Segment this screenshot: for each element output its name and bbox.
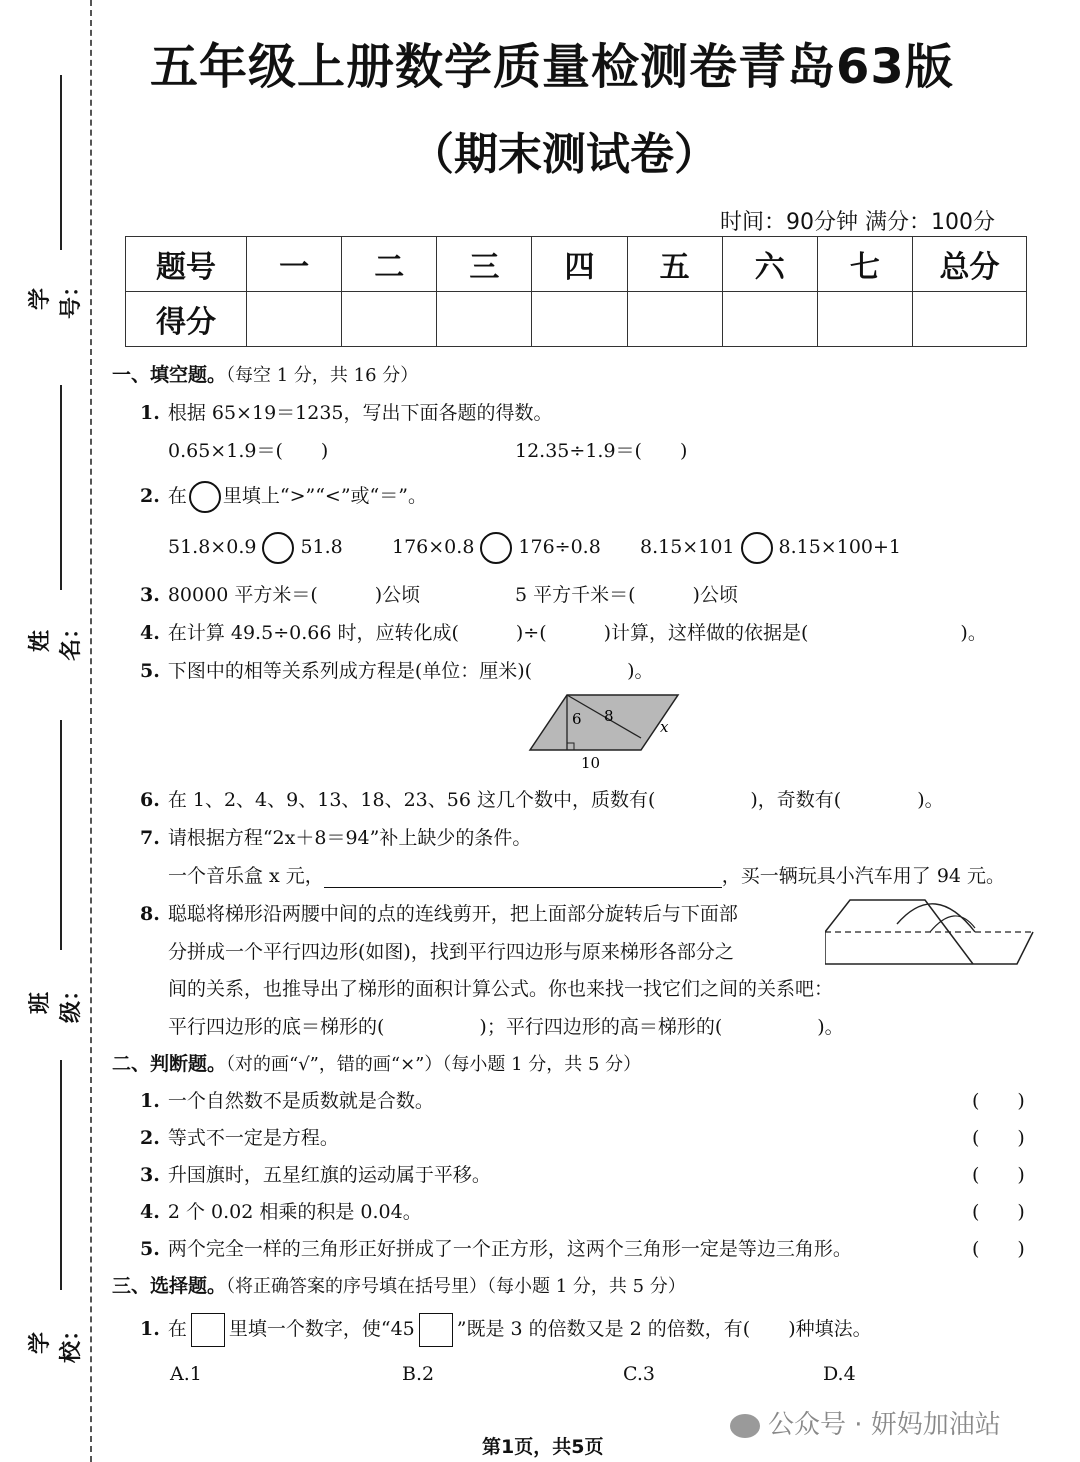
score-cell[interactable]	[532, 292, 627, 347]
q1-2-compare-3	[640, 532, 901, 564]
q1-7-fill	[168, 861, 1005, 888]
exam-time-info: 时间：90分钟 满分：100分	[720, 210, 995, 235]
q-text: 下图中的相等关系列成方程是(单位：厘米)( )。	[167, 660, 654, 682]
school-label: 学校：	[27, 1318, 84, 1363]
q-text: 在 1、2、4、9、13、18、23、56 这几个数中，质数有( )，奇数有( )。	[167, 789, 944, 811]
q1-2-compare-2	[392, 532, 601, 564]
option-c[interactable]: C.3	[623, 1363, 655, 1385]
q-text: 根据 65×19＝1235，写出下面各题的得数。	[167, 402, 553, 424]
score-header-cell: 四	[532, 237, 627, 292]
q-text: 在	[167, 1318, 187, 1340]
q-number: 1.	[140, 1090, 160, 1112]
score-header-cell: 一	[247, 237, 342, 292]
q1-1	[140, 398, 553, 425]
page-number: 第1页，共5页	[482, 1436, 604, 1458]
q-text: 里填上“>”“<”或“＝”。	[222, 485, 427, 507]
answer-paren[interactable]: ( )	[972, 1238, 1025, 1260]
q3-1	[140, 1313, 872, 1347]
section2-note: （对的画“√”，错的画“×”）（每小题 1 分，共 5 分）	[226, 1054, 642, 1075]
school-line	[60, 1060, 62, 1290]
score-cell[interactable]	[627, 292, 722, 347]
option-a[interactable]: A.1	[170, 1363, 202, 1385]
digit-box[interactable]	[419, 1313, 453, 1347]
fig-x-label: x	[660, 718, 669, 736]
score-header-cell: 五	[627, 237, 722, 292]
q-number: 6.	[140, 789, 160, 811]
score-header-cell: 三	[437, 237, 532, 292]
section1-note: （每空 1 分，共 16 分）	[226, 365, 419, 386]
score-cell[interactable]	[437, 292, 532, 347]
compare-circle-icon	[189, 481, 221, 513]
score-cell[interactable]	[342, 292, 437, 347]
student-id-label: 学号：	[27, 274, 84, 319]
section1-heading	[112, 360, 418, 387]
option-d[interactable]: D.4	[823, 1363, 856, 1385]
q1-8-line2: 分拼成一个平行四边形(如图)，找到平行四边形与原来梯形各部分之	[168, 941, 734, 963]
score-cell[interactable]	[247, 292, 342, 347]
q-text: 一个自然数不是质数就是合数。	[167, 1090, 434, 1112]
q-number: 4.	[140, 1201, 160, 1223]
score-cell[interactable]	[722, 292, 817, 347]
q-text: 一个音乐盒 x 元，	[168, 865, 324, 887]
compare-left: 176×0.8	[392, 536, 475, 558]
q-text: 聪聪将梯形沿两腰中间的点的连线剪开，把上面部分旋转后与下面部	[167, 903, 738, 925]
digit-box[interactable]	[191, 1313, 225, 1347]
judge-item	[140, 1086, 434, 1113]
binding-dashed-line	[90, 0, 92, 1462]
q-text: 请根据方程“2x＋8＝94”补上缺少的条件。	[167, 827, 532, 849]
fig-height-label: 6	[572, 710, 582, 728]
q-number: 7.	[140, 827, 160, 849]
fig-base-label: 10	[581, 754, 601, 772]
q1-8-line4: 平行四边形的底＝梯形的( )；平行四边形的高＝梯形的( )。	[168, 1016, 844, 1038]
score-header-cell: 七	[817, 237, 912, 292]
q1-2	[140, 481, 427, 513]
q-text: 80000 平方米＝( )公顷	[167, 584, 421, 606]
name-line	[60, 385, 62, 590]
section3-title: 三、选择题。	[112, 1275, 227, 1297]
q-number: 8.	[140, 903, 160, 925]
answer-paren[interactable]: ( )	[972, 1164, 1025, 1186]
section1-title: 一、填空题。	[112, 364, 227, 386]
answer-blank-line[interactable]	[324, 869, 722, 888]
class-line	[60, 720, 62, 950]
compare-left: 8.15×101	[640, 536, 735, 558]
answer-paren[interactable]: ( )	[972, 1090, 1025, 1112]
q1-1-b: 12.35÷1.9＝( )	[515, 440, 688, 462]
q1-3	[140, 580, 420, 607]
option-b[interactable]: B.2	[402, 1363, 435, 1385]
answer-paren[interactable]: ( )	[972, 1127, 1025, 1149]
q-text: ”既是 3 的倍数又是 2 的倍数，有( )种填法。	[456, 1318, 872, 1340]
compare-circle-input[interactable]	[741, 532, 773, 564]
compare-right: 51.8	[300, 536, 343, 558]
q1-8	[140, 899, 738, 926]
compare-circle-input[interactable]	[480, 532, 512, 564]
q-text: 在计算 49.5÷0.66 时，应转化成( )÷( )计算，这样做的依据是( )。	[167, 622, 987, 644]
name-label: 姓名：	[27, 616, 84, 661]
student-id-line	[60, 75, 62, 250]
section2-heading	[112, 1049, 641, 1076]
q-text: 等式不一定是方程。	[167, 1127, 339, 1149]
q1-4	[140, 618, 987, 645]
wechat-icon	[730, 1414, 760, 1438]
score-header-cell: 总分	[913, 237, 1027, 292]
q-text: ，买一辆玩具小汽车用了 94 元。	[721, 865, 1006, 887]
q-number: 1.	[140, 1318, 160, 1340]
compare-right: 8.15×100+1	[778, 536, 901, 558]
section3-heading	[112, 1271, 686, 1298]
answer-paren[interactable]: ( )	[972, 1201, 1025, 1223]
q1-3-b: 5 平方千米＝( )公顷	[515, 584, 738, 606]
section2-title: 二、判断题。	[112, 1053, 227, 1075]
q1-7	[140, 823, 531, 850]
q-text: 里填一个数字，使“45	[228, 1318, 415, 1340]
q-number: 3.	[140, 584, 160, 606]
judge-item	[140, 1123, 339, 1150]
q-text: 两个完全一样的三角形正好拼成了一个正方形，这两个三角形一定是等边三角形。	[167, 1238, 852, 1260]
class-label: 班级：	[27, 978, 84, 1023]
judge-item	[140, 1160, 491, 1187]
watermark-text: 公众号 · 妍妈加油站	[768, 1410, 1001, 1440]
score-header-cell: 二	[342, 237, 437, 292]
q1-2-compare-1	[168, 532, 343, 564]
q1-6	[140, 785, 944, 812]
q-number: 1.	[140, 402, 160, 424]
fig-side-label: 8	[604, 707, 614, 725]
score-table-score-row	[126, 292, 1027, 347]
q-number: 5.	[140, 1238, 160, 1260]
trapezoid-figure	[825, 892, 1037, 972]
q1-5	[140, 656, 654, 683]
q-number: 2.	[140, 1127, 160, 1149]
q1-8-line3: 间的关系，也推导出了梯形的面积计算公式。你也来找一找它们之间的关系吧：	[168, 978, 834, 1000]
q1-1-a: 0.65×1.9＝( )	[168, 440, 329, 462]
q-text: 升国旗时，五星红旗的运动属于平移。	[167, 1164, 491, 1186]
compare-left: 51.8×0.9	[168, 536, 257, 558]
q-text: 在	[167, 485, 187, 507]
judge-item	[140, 1197, 422, 1224]
exam-title: 五年级上册数学质量检测卷青岛63版	[150, 39, 954, 95]
compare-right: 176÷0.8	[518, 536, 601, 558]
score-header-cell: 题号	[126, 237, 247, 292]
q-number: 5.	[140, 660, 160, 682]
section3-note: （将正确答案的序号填在括号里）（每小题 1 分，共 5 分）	[226, 1276, 686, 1297]
exam-subtitle: （期末测试卷）	[410, 129, 718, 180]
score-cell[interactable]	[817, 292, 912, 347]
judge-item	[140, 1234, 852, 1261]
score-row-label: 得分	[126, 292, 247, 347]
watermark	[730, 1404, 1001, 1441]
q-text: 2 个 0.02 相乘的积是 0.04。	[167, 1201, 422, 1223]
score-cell[interactable]	[913, 292, 1027, 347]
score-table-header-row	[126, 237, 1027, 292]
parallelogram-figure	[520, 688, 700, 772]
q-number: 2.	[140, 485, 160, 507]
q-number: 4.	[140, 622, 160, 644]
score-header-cell: 六	[722, 237, 817, 292]
compare-circle-input[interactable]	[262, 532, 294, 564]
q-number: 3.	[140, 1164, 160, 1186]
score-table	[125, 236, 1027, 347]
